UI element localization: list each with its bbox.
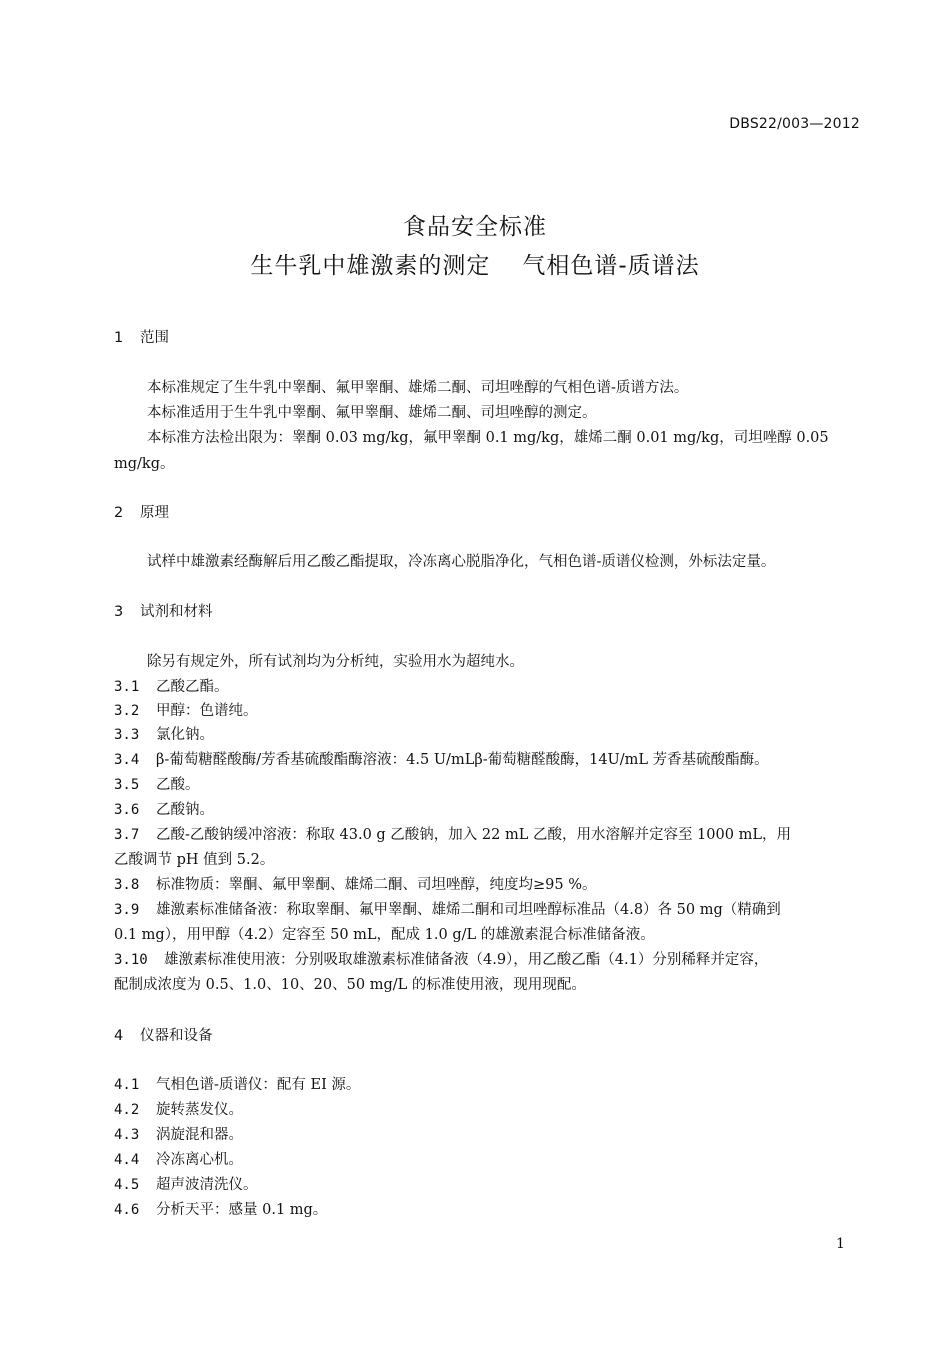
item-number: 3.2 — [114, 703, 140, 719]
section-3-intro: 除另有规定外，所有试剂均为分析纯，实验用水为超纯水。 — [147, 654, 524, 670]
item-text: 氯化钠。 — [156, 727, 214, 743]
item-text: 乙酸钠。 — [156, 802, 214, 818]
list-item-3-7-continuation: 乙酸调节 pH 值到 5.2。 — [114, 852, 275, 868]
list-item-3-1 — [114, 675, 229, 696]
item-text: 超声波清洗仪。 — [156, 1177, 258, 1193]
item-number: 3.6 — [114, 802, 140, 818]
item-number: 4.6 — [114, 1202, 140, 1218]
section-title: 仪器和设备 — [140, 1028, 213, 1044]
list-item-3-10 — [114, 948, 768, 969]
item-text: 标准物质：睾酮、氟甲睾酮、雄烯二酮、司坦唑醇，纯度均≥95 %。 — [156, 877, 597, 893]
title-part-1: 生牛乳中雄激素的测定 — [250, 253, 491, 279]
section-1-paragraph-1: 本标准规定了生牛乳中睾酮、氟甲睾酮、雄烯二酮、司坦唑醇的气相色谱-质谱方法。 — [147, 380, 689, 396]
item-text: 分析天平：感量 0.1 mg。 — [156, 1202, 328, 1218]
item-text: 冷冻离心机。 — [156, 1152, 243, 1168]
list-item-3-9-continuation: 0.1 mg），用甲醇（4.2）定容至 50 mL，配成 1.0 g/L 的雄激素混合标准储备液。 — [114, 927, 655, 943]
list-item-4-4 — [114, 1148, 243, 1169]
item-text: 涡旋混和器。 — [156, 1127, 243, 1143]
list-item-4-3 — [114, 1123, 243, 1144]
item-text: 雄激素标准储备液：称取睾酮、氟甲睾酮、雄烯二酮和司坦唑醇标准品（4.8）各 50 mg（精确到 — [156, 902, 781, 918]
list-item-3-10-continuation: 配制成浓度为 0.5、1.0、10、20、50 mg/L 的标准使用液，现用现配。 — [114, 977, 586, 993]
item-number: 4.5 — [114, 1177, 140, 1193]
section-1-paragraph-3-line-1: 本标准方法检出限为：睾酮 0.03 mg/kg，氟甲睾酮 0.1 mg/kg，雄烯二酮 0.01 mg/kg，司坦唑醇 0.05 — [147, 430, 829, 446]
list-item-4-5 — [114, 1173, 258, 1194]
item-number: 3.1 — [114, 679, 140, 695]
section-number: 4 — [114, 1028, 124, 1044]
section-title: 原理 — [140, 505, 169, 521]
list-item-3-3 — [114, 723, 214, 744]
item-text: 乙酸乙酯。 — [156, 679, 229, 695]
item-text: 气相色谱-质谱仪：配有 EI 源。 — [156, 1077, 361, 1093]
section-title: 试剂和材料 — [140, 604, 213, 620]
list-item-4-2 — [114, 1098, 243, 1119]
item-number: 3.3 — [114, 727, 140, 743]
list-item-3-7 — [114, 823, 791, 844]
item-number: 3.10 — [114, 952, 148, 968]
item-text: 雄激素标准使用液：分别吸取雄激素标准储备液（4.9），用乙酸乙酯（4.1）分别稀释并定容， — [164, 952, 769, 968]
item-number: 3.8 — [114, 877, 140, 893]
list-item-3-8 — [114, 873, 597, 894]
page-number: 1 — [836, 1236, 845, 1252]
section-number: 2 — [114, 505, 124, 521]
list-item-3-2 — [114, 699, 258, 720]
section-1-heading — [114, 326, 169, 347]
document-title — [0, 247, 950, 280]
title-part-2: 气相色谱-质谱法 — [522, 253, 700, 279]
item-number: 4.1 — [114, 1077, 140, 1093]
item-number: 3.7 — [114, 827, 140, 843]
item-text: 旋转蒸发仪。 — [156, 1102, 243, 1118]
item-number: 4.4 — [114, 1152, 140, 1168]
item-number: 3.9 — [114, 902, 140, 918]
item-number: 4.2 — [114, 1102, 140, 1118]
section-4-heading — [114, 1024, 213, 1045]
list-item-3-6 — [114, 798, 214, 819]
section-2-paragraph: 试样中雄激素经酶解后用乙酸乙酯提取，冷冻离心脱脂净化，气相色谱-质谱仪检测，外标法定量。 — [147, 554, 776, 570]
section-2-heading — [114, 501, 169, 522]
item-number: 3.4 — [114, 752, 140, 768]
item-number: 3.5 — [114, 777, 140, 793]
item-number: 4.3 — [114, 1127, 140, 1143]
section-3-heading — [114, 600, 213, 621]
item-text: β-葡萄糖醛酸酶/芳香基硫酸酯酶溶液：4.5 U/mLβ-葡萄糖醛酸酶，14U/mL 芳香基硫酸酯酶。 — [156, 752, 769, 768]
section-number: 3 — [114, 604, 124, 620]
list-item-3-9 — [114, 898, 781, 919]
section-number: 1 — [114, 330, 124, 346]
list-item-3-4 — [114, 748, 769, 769]
item-text: 甲醇：色谱纯。 — [156, 703, 258, 719]
list-item-4-6 — [114, 1198, 327, 1219]
list-item-3-5 — [114, 773, 200, 794]
section-1-paragraph-2: 本标准适用于生牛乳中睾酮、氟甲睾酮、雄烯二酮、司坦唑醇的测定。 — [147, 405, 597, 421]
standard-category-title: 食品安全标准 — [403, 214, 547, 240]
section-1-paragraph-3-line-2: mg/kg。 — [114, 456, 175, 472]
document-number: DBS22/003—2012 — [729, 116, 860, 132]
list-item-4-1 — [114, 1073, 360, 1094]
item-text: 乙酸-乙酸钠缓冲溶液：称取 43.0 g 乙酸钠，加入 22 mL 乙酸，用水溶解并定容至 1000 mL，用 — [156, 827, 791, 843]
section-title: 范围 — [140, 330, 169, 346]
item-text: 乙酸。 — [156, 777, 200, 793]
